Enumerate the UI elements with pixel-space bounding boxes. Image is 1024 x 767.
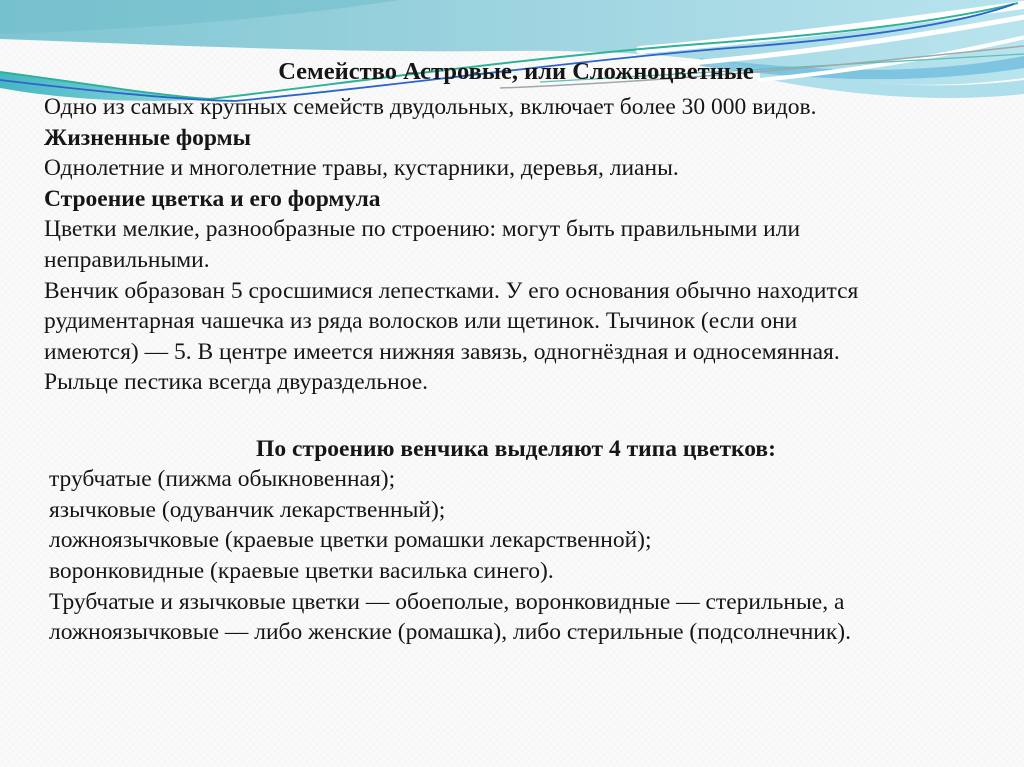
flower-type-line: воронковидные (краевые цветки василька синего). <box>49 557 554 584</box>
text-line: имеются) — 5. В центре имеется нижняя завязь, одногнёздная и односемянная. <box>44 338 840 365</box>
slide-title: Семейство Астровые, или Сложноцветные <box>278 58 754 85</box>
flower-type-line: трубчатые (пижма обыкновенная); <box>49 466 396 493</box>
text-line: ложноязычковые — либо женские (ромашка), либо стерильные (подсолнечник). <box>49 619 851 646</box>
text-line: Трубчатые и язычковые цветки — обоеполые, воронковидные — стерильные, а <box>49 588 845 615</box>
text-line: рудиментарная чашечка из ряда волосков или щетинок. Тычинок (если они <box>44 308 798 335</box>
subheading: По строению венчика выделяют 4 типа цветков: <box>256 435 776 462</box>
section-heading: Жизненные формы <box>44 124 252 151</box>
text-line: Одно из самых крупных семейств двудольных, включает более 30 000 видов. <box>44 94 817 120</box>
text-line: Цветки мелкие, разнообразные по строению: могут быть правильными или <box>44 216 801 243</box>
flower-type-line: ложноязычковые (краевые цветки ромашки лекарственной); <box>49 527 652 554</box>
blank-line <box>44 398 988 429</box>
flower-type-line: язычковые (одуванчик лекарственный); <box>49 496 446 523</box>
slide-text-block <box>44 55 988 648</box>
text-line: Однолетние и многолетние травы, кустарники, деревья, лианы. <box>44 155 679 182</box>
text-line: неправильными. <box>44 246 210 273</box>
section-heading: Строение цветка и его формула <box>44 185 381 212</box>
text-line: Рыльце пестика всегда двураздельное. <box>44 369 429 396</box>
text-line: Венчик образован 5 сросшимися лепестками. У его основания обычно находится <box>44 277 859 304</box>
